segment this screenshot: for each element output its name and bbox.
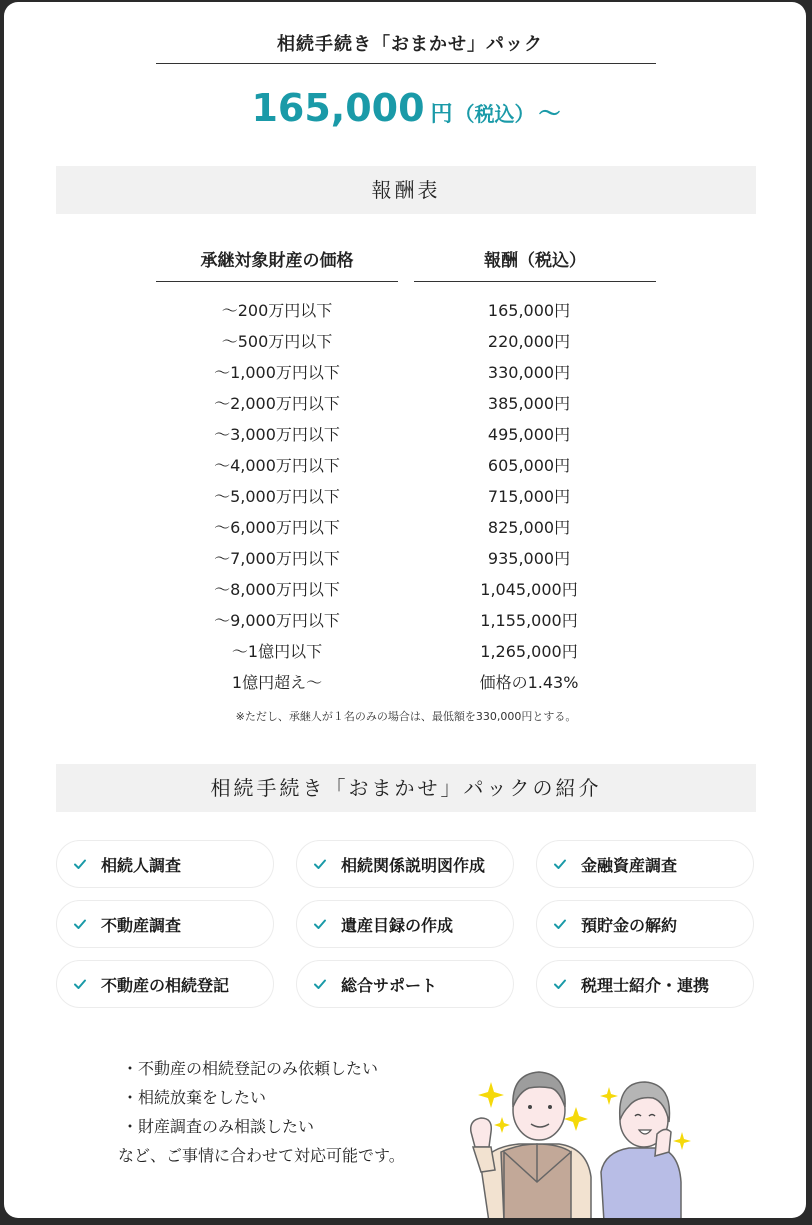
table-row (156, 605, 656, 636)
asset-range: ～7,000万円以下 (214, 549, 340, 568)
price-amount: 165,000 (251, 86, 425, 130)
asset-range: ～200万円以下 (221, 301, 333, 320)
service-item (296, 900, 514, 948)
service-list (56, 840, 756, 1008)
table-row (156, 636, 656, 667)
service-item (56, 900, 274, 948)
table-row (156, 419, 656, 450)
pack-title: 相続手続き「おまかせ」パック (277, 34, 543, 55)
service-item (536, 900, 754, 948)
asset-range: ～4,000万円以下 (214, 456, 340, 475)
case-item: ・不動産の相続登記のみ依頼したい (122, 1059, 379, 1078)
fee-value: 935,000円 (487, 549, 571, 568)
column-header-asset-value: 承継対象財産の価格 (200, 251, 354, 271)
fee-note: ※ただし、承継人が１名のみの場合は、最低額を330,000円とする。 (235, 710, 577, 723)
check-icon (313, 917, 327, 931)
table-row (156, 543, 656, 574)
check-icon (73, 977, 87, 991)
column-divider (156, 281, 398, 282)
table-row (156, 481, 656, 512)
service-label: 預貯金の解約 (581, 915, 678, 935)
service-item (536, 960, 754, 1008)
check-icon (73, 917, 87, 931)
intro-heading: 相続手続き「おまかせ」パックの紹介 (56, 764, 756, 812)
fee-value: 1,155,000円 (480, 611, 578, 630)
elderly-couple-illustration (459, 1052, 699, 1218)
service-label: 税理士紹介・連携 (581, 975, 710, 995)
case-closing: など、ご事情に合わせて対応可能です。 (118, 1146, 405, 1165)
column-divider (414, 281, 656, 282)
asset-range: ～1,000万円以下 (214, 363, 340, 382)
fee-value: 1,265,000円 (480, 642, 578, 661)
service-label: 相続関係説明図作成 (341, 855, 486, 875)
fee-table-heading: 報酬表 (56, 166, 756, 214)
asset-range: ～1億円以下 (231, 642, 323, 661)
case-list (118, 1054, 462, 1170)
title-divider (156, 63, 656, 64)
service-label: 相続人調査 (101, 855, 182, 875)
asset-range: 1億円超え～ (231, 673, 323, 692)
fee-value: 価格の1.43% (479, 673, 579, 692)
table-row (156, 388, 656, 419)
service-item (56, 960, 274, 1008)
price-display (156, 86, 656, 130)
case-item: ・財産調査のみ相談したい (122, 1117, 315, 1136)
asset-range: ～500万円以下 (221, 332, 333, 351)
fee-value: 220,000円 (487, 332, 571, 351)
fee-value: 495,000円 (487, 425, 571, 444)
price-tax-label: （税込） (454, 102, 535, 126)
service-label: 不動産の相続登記 (101, 975, 230, 995)
table-row (156, 450, 656, 481)
service-label: 不動産調査 (101, 915, 182, 935)
table-row (156, 667, 656, 698)
check-icon (553, 857, 567, 871)
service-label: 総合サポート (341, 975, 438, 995)
asset-range: ～5,000万円以下 (214, 487, 340, 506)
check-icon (313, 857, 327, 871)
asset-range: ～2,000万円以下 (214, 394, 340, 413)
service-item (296, 960, 514, 1008)
table-row (156, 574, 656, 605)
fee-value: 330,000円 (487, 363, 571, 382)
check-icon (73, 857, 87, 871)
check-icon (553, 917, 567, 931)
fee-value: 605,000円 (487, 456, 571, 475)
fee-value: 1,045,000円 (480, 580, 578, 599)
table-row (156, 326, 656, 357)
fee-value: 825,000円 (487, 518, 571, 537)
check-icon (553, 977, 567, 991)
asset-range: ～8,000万円以下 (214, 580, 340, 599)
pricing-card (4, 2, 806, 1218)
service-item (56, 840, 274, 888)
fee-value: 715,000円 (487, 487, 571, 506)
column-header-fee: 報酬（税込） (484, 251, 586, 271)
check-icon (313, 977, 327, 991)
case-item: ・相続放棄をしたい (122, 1088, 267, 1107)
fee-value: 385,000円 (487, 394, 571, 413)
table-row (156, 295, 656, 326)
service-item (296, 840, 514, 888)
service-item (536, 840, 754, 888)
asset-range: ～6,000万円以下 (214, 518, 340, 537)
service-label: 金融資産調査 (581, 855, 678, 875)
table-row (156, 357, 656, 388)
asset-range: ～9,000万円以下 (214, 611, 340, 630)
service-label: 遺産目録の作成 (341, 915, 454, 935)
price-unit: 円 (430, 102, 453, 127)
price-tilde: ～ (538, 102, 561, 127)
fee-value: 165,000円 (487, 301, 571, 320)
asset-range: ～3,000万円以下 (214, 425, 340, 444)
fee-table (156, 295, 656, 698)
table-row (156, 512, 656, 543)
